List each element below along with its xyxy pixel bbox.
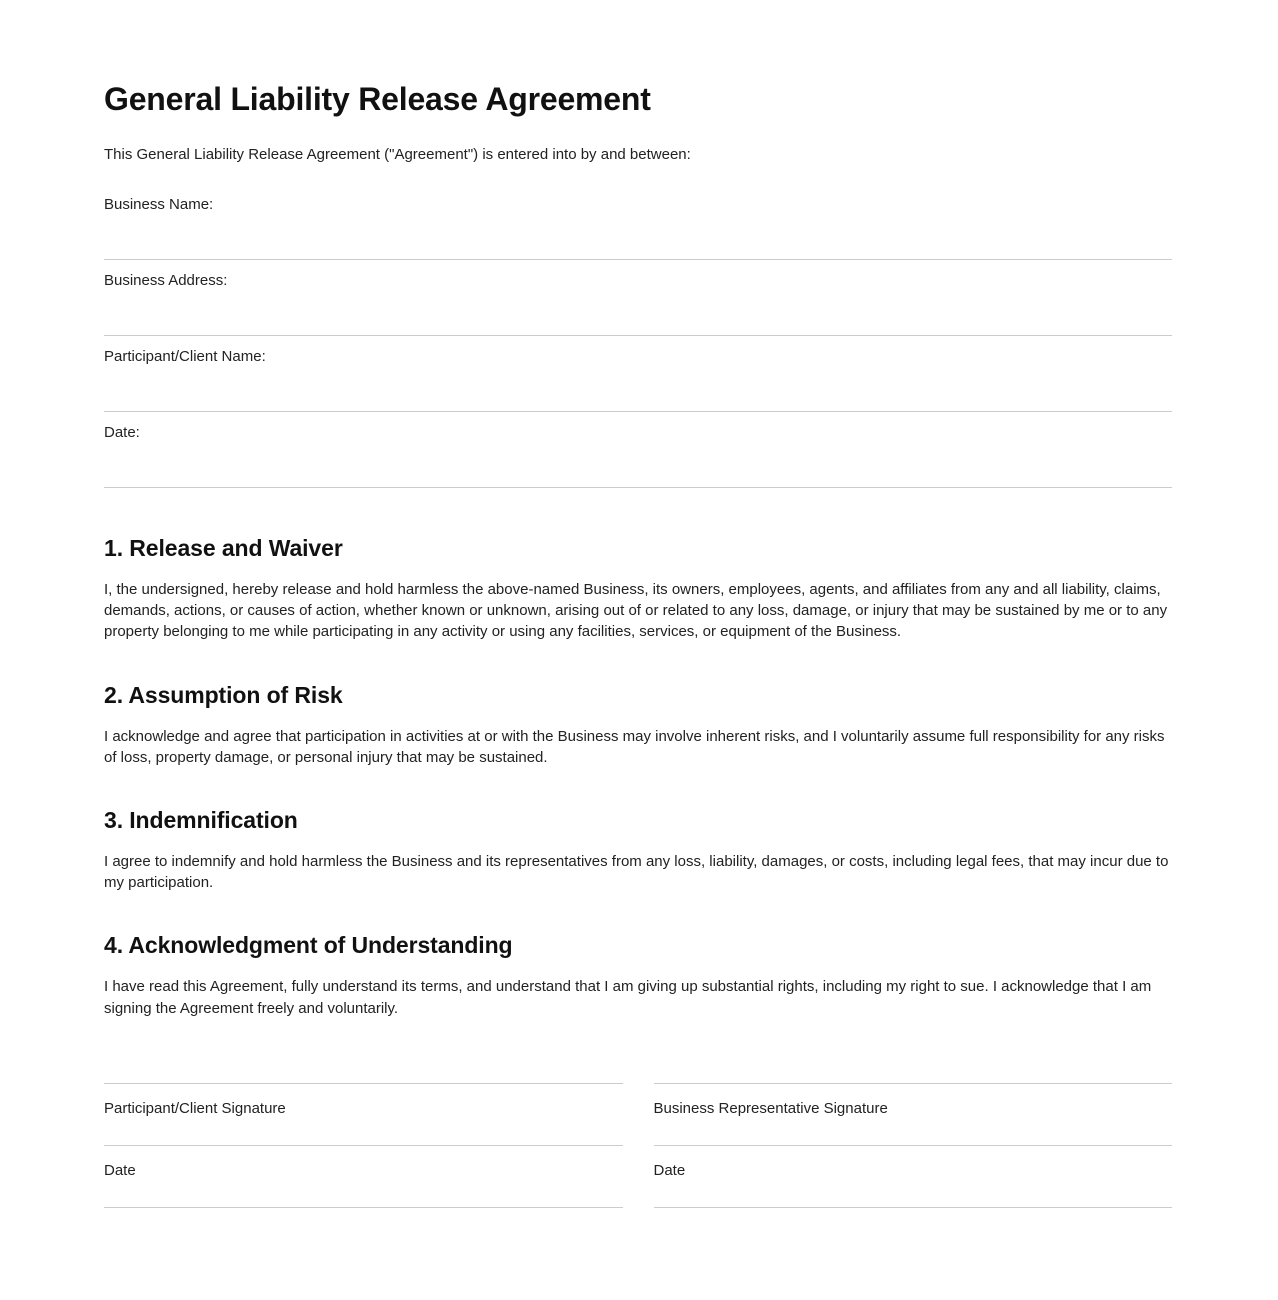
section-body: I, the undersigned, hereby release and hold harmless the above-named Business, its owners, employees, agents, and affiliates from any and all liability, claims, demands, actions, or causes of action, whether known or unknown, arising out of or related to any loss, damage, or injury that may be sustained by me or to any property belonging to me while participating in any activity or using any facilities, services, or equipment of the Business. [104,580,1168,641]
form-field-label: Participant/Client Name: [104,348,266,366]
section-heading: 1. Release and Waiver [104,535,343,562]
party-information-fields [104,166,1172,488]
section-acknowledgment-of-understanding [104,931,1172,1034]
form-field-date[interactable] [104,412,1172,488]
form-field-business-name[interactable] [104,184,1172,260]
participant-signature-field[interactable] [104,1083,623,1145]
section-indemnification [104,806,1172,909]
intro-paragraph: This General Liability Release Agreement ("Agreement") is entered into by and between: [104,146,691,164]
section-body: I agree to indemnify and hold harmless the Business and its representatives from any loss, liability, damages, or costs, including legal fees, that may incur due to my participation. [104,852,1169,892]
agreement-sections [104,488,1172,1035]
signature-column-business [654,1083,1173,1222]
section-release-and-waiver [104,534,1172,659]
business-closing-rule [654,1207,1173,1222]
section-heading: 4. Acknowledgment of Understanding [104,932,513,959]
participant-date-field[interactable] [104,1145,623,1207]
document-content [104,0,1172,1222]
page-title: General Liability Release Agreement [104,81,651,117]
participant-closing-rule [104,1207,623,1222]
section-body: I have read this Agreement, fully understand its terms, and understand that I am giving up substantial rights, including my right to sue. I acknowledge that I am signing the Agreement freely and voluntarily. [104,978,1152,1017]
signature-block [104,1035,1172,1222]
business-date-field[interactable] [654,1145,1173,1207]
date-label: Date [104,1161,136,1179]
form-field-label: Business Name: [104,196,214,214]
form-field-label: Date: [104,424,140,442]
signature-label: Business Representative Signature [653,1099,888,1117]
signature-label: Participant/Client Signature [104,1099,286,1117]
form-field-label: Business Address: [104,272,228,290]
date-label: Date [653,1161,686,1179]
section-assumption-of-risk [104,681,1172,784]
form-field-business-address[interactable] [104,260,1172,336]
section-heading: 2. Assumption of Risk [104,681,343,708]
section-heading: 3. Indemnification [104,807,298,834]
form-field-participant-name[interactable] [104,336,1172,412]
business-signature-field[interactable] [654,1083,1173,1145]
section-body: I acknowledge and agree that participation in activities at or with the Business may involve inherent risks, and I voluntarily assume full responsibility for any risks of loss, property damage, or personal injury that may be sustained. [104,727,1165,766]
signature-column-participant [104,1083,623,1222]
